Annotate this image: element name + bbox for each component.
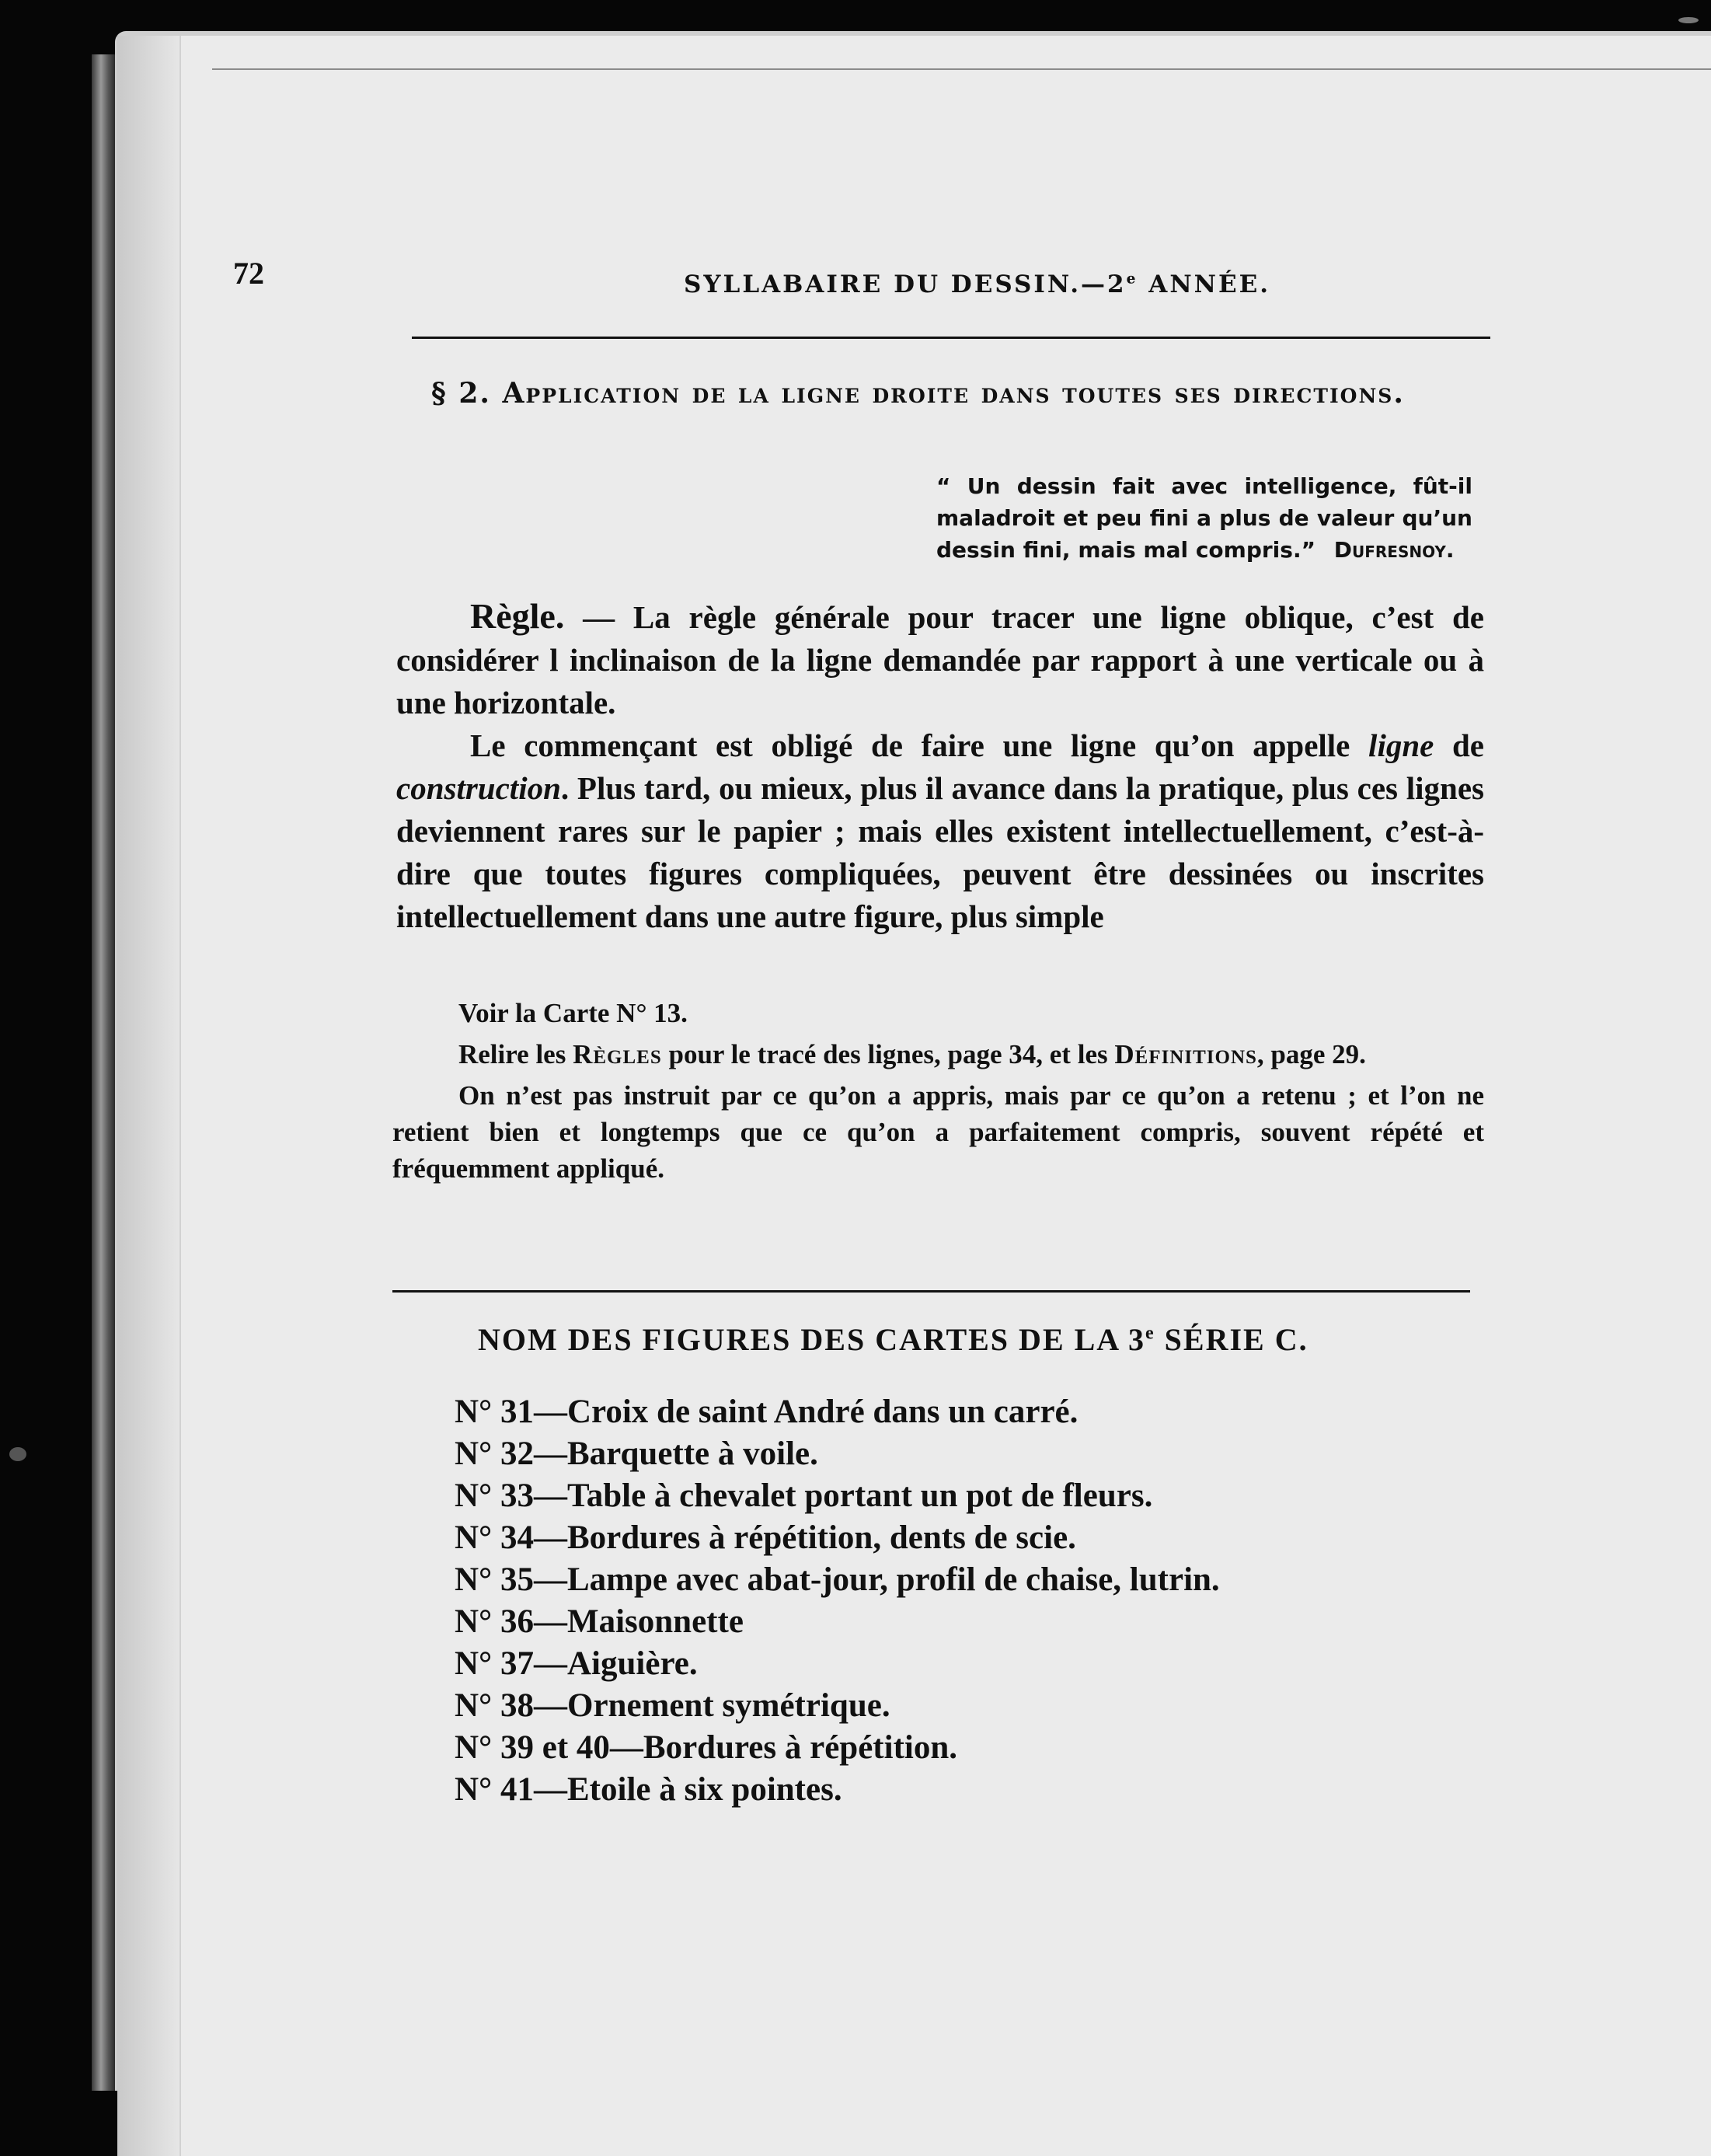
scan-speck	[9, 1447, 26, 1461]
figure-list-item: N° 31—Croix de saint André dans un carré.	[455, 1394, 1079, 1430]
rule-paragraph: Règle. — La règle générale pour tracer une ligne oblique, c’est de considérer l inclinaison de la ligne demandée par rapport à une verticale ou à une horizontale.	[396, 596, 1484, 720]
running-header	[233, 255, 1492, 302]
main-text	[396, 595, 1484, 938]
figure-list-item: N° 37—Aiguière.	[455, 1645, 698, 1682]
scan-speck	[1678, 17, 1699, 23]
epigraph-text: “ Un dessin fait avec intelligence, fût-il maladroit et peu fini a plus de valeur qu’un dessin fini, mais mal compris.”	[936, 473, 1472, 563]
page-number: 72	[233, 256, 264, 291]
page-top-edge	[212, 68, 1711, 70]
figure-list-item: N° 39 et 40—Bordures à répétition.	[455, 1729, 957, 1766]
figure-list-item: N° 36—Maisonnette	[455, 1603, 744, 1640]
header-rule	[412, 337, 1490, 339]
book-spine	[92, 54, 115, 2091]
epigraph	[936, 470, 1472, 566]
figure-list-item: N° 41—Etoile à six pointes.	[455, 1771, 842, 1808]
maxim: On n’est pas instruit par ce qu’on a appris, mais par ce qu’on a retenu ; et l’on ne retient bien et longtemps que ce qu’on a parfaitement compris, souvent répété et fréquemment appliqué.	[392, 1080, 1484, 1184]
figure-list-item: N° 35—Lampe avec abat-jour, profil de chaise, lutrin.	[455, 1561, 1220, 1598]
section-title: § 2. Application de la ligne droite dans toutes ses directions.	[431, 377, 1405, 410]
figure-list-item: N° 34—Bordures à répétition, dents de scie.	[455, 1519, 1076, 1556]
relire-note: Relire les Règles pour le tracé des lignes, page 34, et les Définitions, page 29.	[458, 1039, 1366, 1069]
figures-list	[455, 1391, 1220, 1811]
figures-list-title: NOM DES FIGURES DES CARTES DE LA 3e SÉRIE C.	[478, 1322, 1309, 1357]
running-title: SYLLABAIRE DU DESSIN.—2e ANNÉE.	[684, 270, 1271, 298]
figure-list-item: N° 33—Table à chevalet portant un pot de fleurs.	[455, 1477, 1153, 1514]
section-rule	[392, 1290, 1470, 1293]
rule-label: Règle.	[470, 596, 565, 636]
figure-list-item: N° 32—Barquette à voile.	[455, 1436, 818, 1472]
voir-note: Voir la Carte N° 13.	[458, 998, 688, 1028]
epigraph-author: Dufresnoy.	[1333, 537, 1455, 563]
construction-paragraph: Le commençant est obligé de faire une ligne qu’on appelle ligne de construction. Plus tard, ou mieux, plus il avance dans la pratique, plus ces lignes deviennent rares sur le papier ; mais elles existent intellectuellement, c’est-à-dire que toutes figures compliquées, peuvent être dessinées ou inscrites intellectuellement dans une autre figure, plus simple	[396, 727, 1485, 934]
notes	[392, 995, 1484, 1191]
figure-list-item: N° 38—Ornement symétrique.	[455, 1687, 890, 1724]
